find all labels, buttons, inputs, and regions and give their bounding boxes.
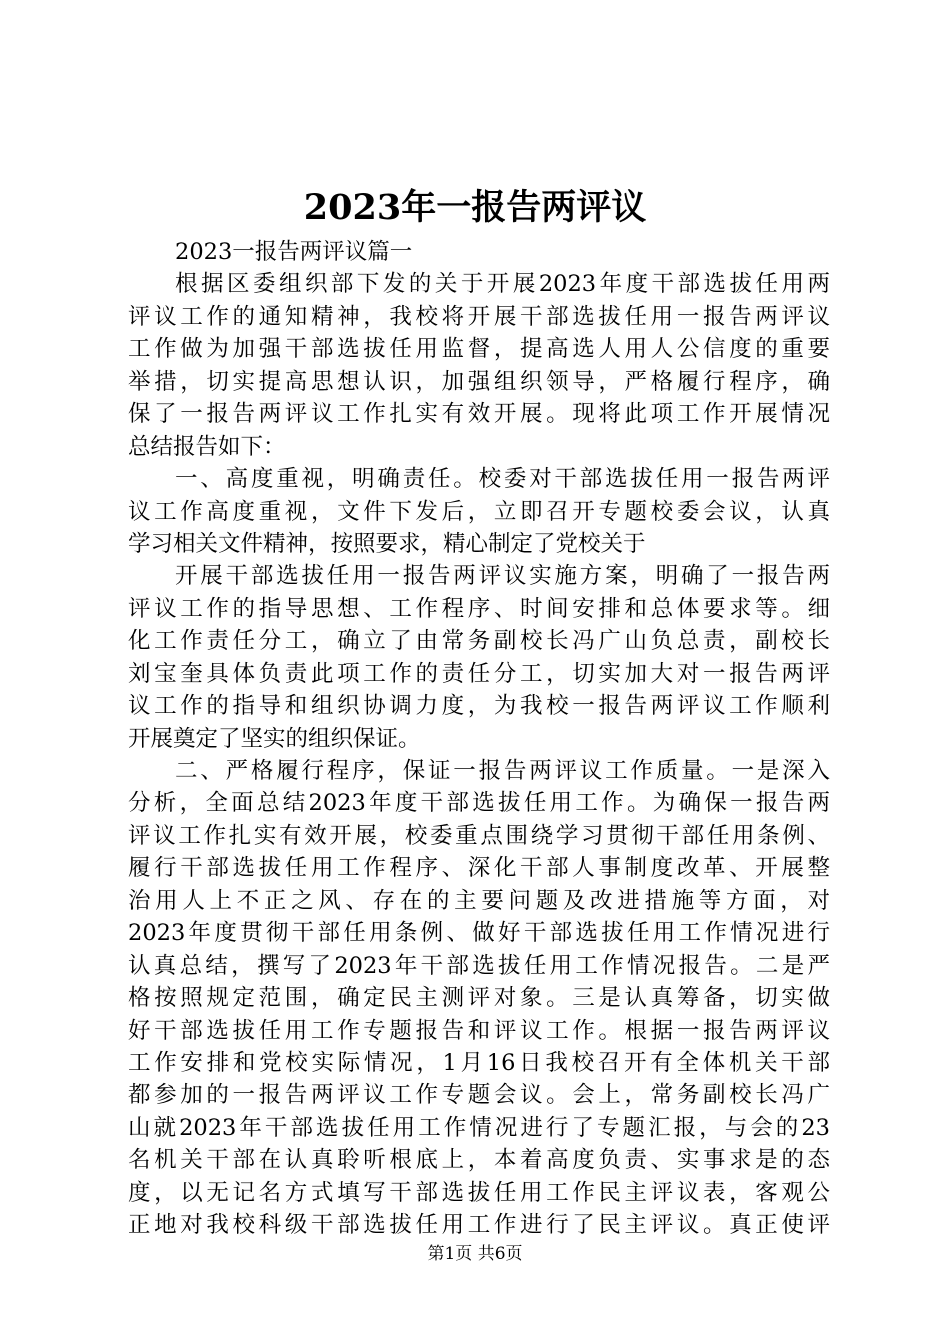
- text-line: 正地对我校科级干部选拔任用工作进行了民主评议。真正使评: [128, 1212, 830, 1239]
- text-line: 评议工作扎实有效开展，校委重点围绕学习贯彻干部任用条例、: [128, 822, 830, 849]
- page-footer: 第1页 共6页: [427, 1244, 523, 1264]
- text-line: 议工作高度重视，文件下发后，立即召开专题校委会议，认真: [128, 498, 830, 525]
- text-line: 分析，全面总结2023年度干部选拔任用工作。为确保一报告两: [128, 790, 830, 817]
- text-line: 学习相关文件精神，按照要求，精心制定了党校关于: [128, 530, 646, 557]
- text-line: 认真总结，撰写了2023年干部选拔任用工作情况报告。二是严: [128, 952, 830, 979]
- text-line: 度，以无记名方式填写干部选拔任用工作民主评议表，客观公: [128, 1179, 830, 1206]
- text-line: 工作安排和党校实际情况，1月16日我校召开有全体机关干部: [128, 1049, 830, 1076]
- text-line: 都参加的一报告两评议工作专题会议。会上，常务副校长冯广: [128, 1082, 830, 1109]
- text-line: 总结报告如下：: [128, 433, 286, 460]
- text-line: 根据区委组织部下发的关于开展2023年度干部选拔任用两: [175, 271, 830, 298]
- text-line: 治用人上不正之风、存在的主要问题及改进措施等方面，对: [128, 887, 830, 914]
- document-title: 2023年一报告两评议: [303, 187, 647, 228]
- text-line: 举措，切实提高思想认识，加强组织领导，严格履行程序，确: [128, 368, 830, 395]
- text-line: 评议工作的通知精神，我校将开展干部选拔任用一报告两评议: [128, 303, 830, 330]
- text-line: 2023年度贯彻干部任用条例、做好干部选拔任用工作情况进行: [128, 920, 830, 947]
- text-line: 保了一报告两评议工作扎实有效开展。现将此项工作开展情况: [128, 401, 830, 428]
- text-line: 化工作责任分工，确立了由常务副校长冯广山负总责，副校长: [128, 628, 830, 655]
- text-line: 评议工作的指导思想、工作程序、时间安排和总体要求等。细: [128, 595, 830, 622]
- text-line: 格按照规定范围，确定民主测评对象。三是认真筹备，切实做: [128, 985, 830, 1012]
- text-line: 二、严格履行程序，保证一报告两评议工作质量。一是深入: [175, 758, 830, 784]
- text-line: 山就2023年干部选拔任用工作情况进行了专题汇报，与会的23: [128, 1114, 830, 1141]
- text-line: 开展干部选拔任用一报告两评议实施方案，明确了一报告两: [175, 563, 830, 590]
- document-body: [128, 236, 830, 1242]
- text-line: 好干部选拔任用工作专题报告和评议工作。根据一报告两评议: [128, 1017, 830, 1044]
- text-line: 议工作的指导和组织协调力度，为我校一报告两评议工作顺利: [128, 693, 830, 720]
- text-line: 履行干部选拔任用工作程序、深化干部人事制度改革、开展整: [128, 855, 830, 882]
- text-line: 刘宝奎具体负责此项工作的责任分工，切实加大对一报告两评: [128, 660, 830, 687]
- text-line: 名机关干部在认真聆听根底上，本着高度负责、实事求是的态: [128, 1147, 830, 1174]
- text-line: 开展奠定了坚实的组织保证。: [128, 725, 421, 752]
- text-line: 2023一报告两评议篇一: [175, 239, 413, 265]
- text-line: 一、高度重视，明确责任。校委对干部选拔任用一报告两评: [175, 466, 830, 493]
- text-line: 工作做为加强干部选拔任用监督，提高选人用人公信度的重要: [128, 336, 830, 363]
